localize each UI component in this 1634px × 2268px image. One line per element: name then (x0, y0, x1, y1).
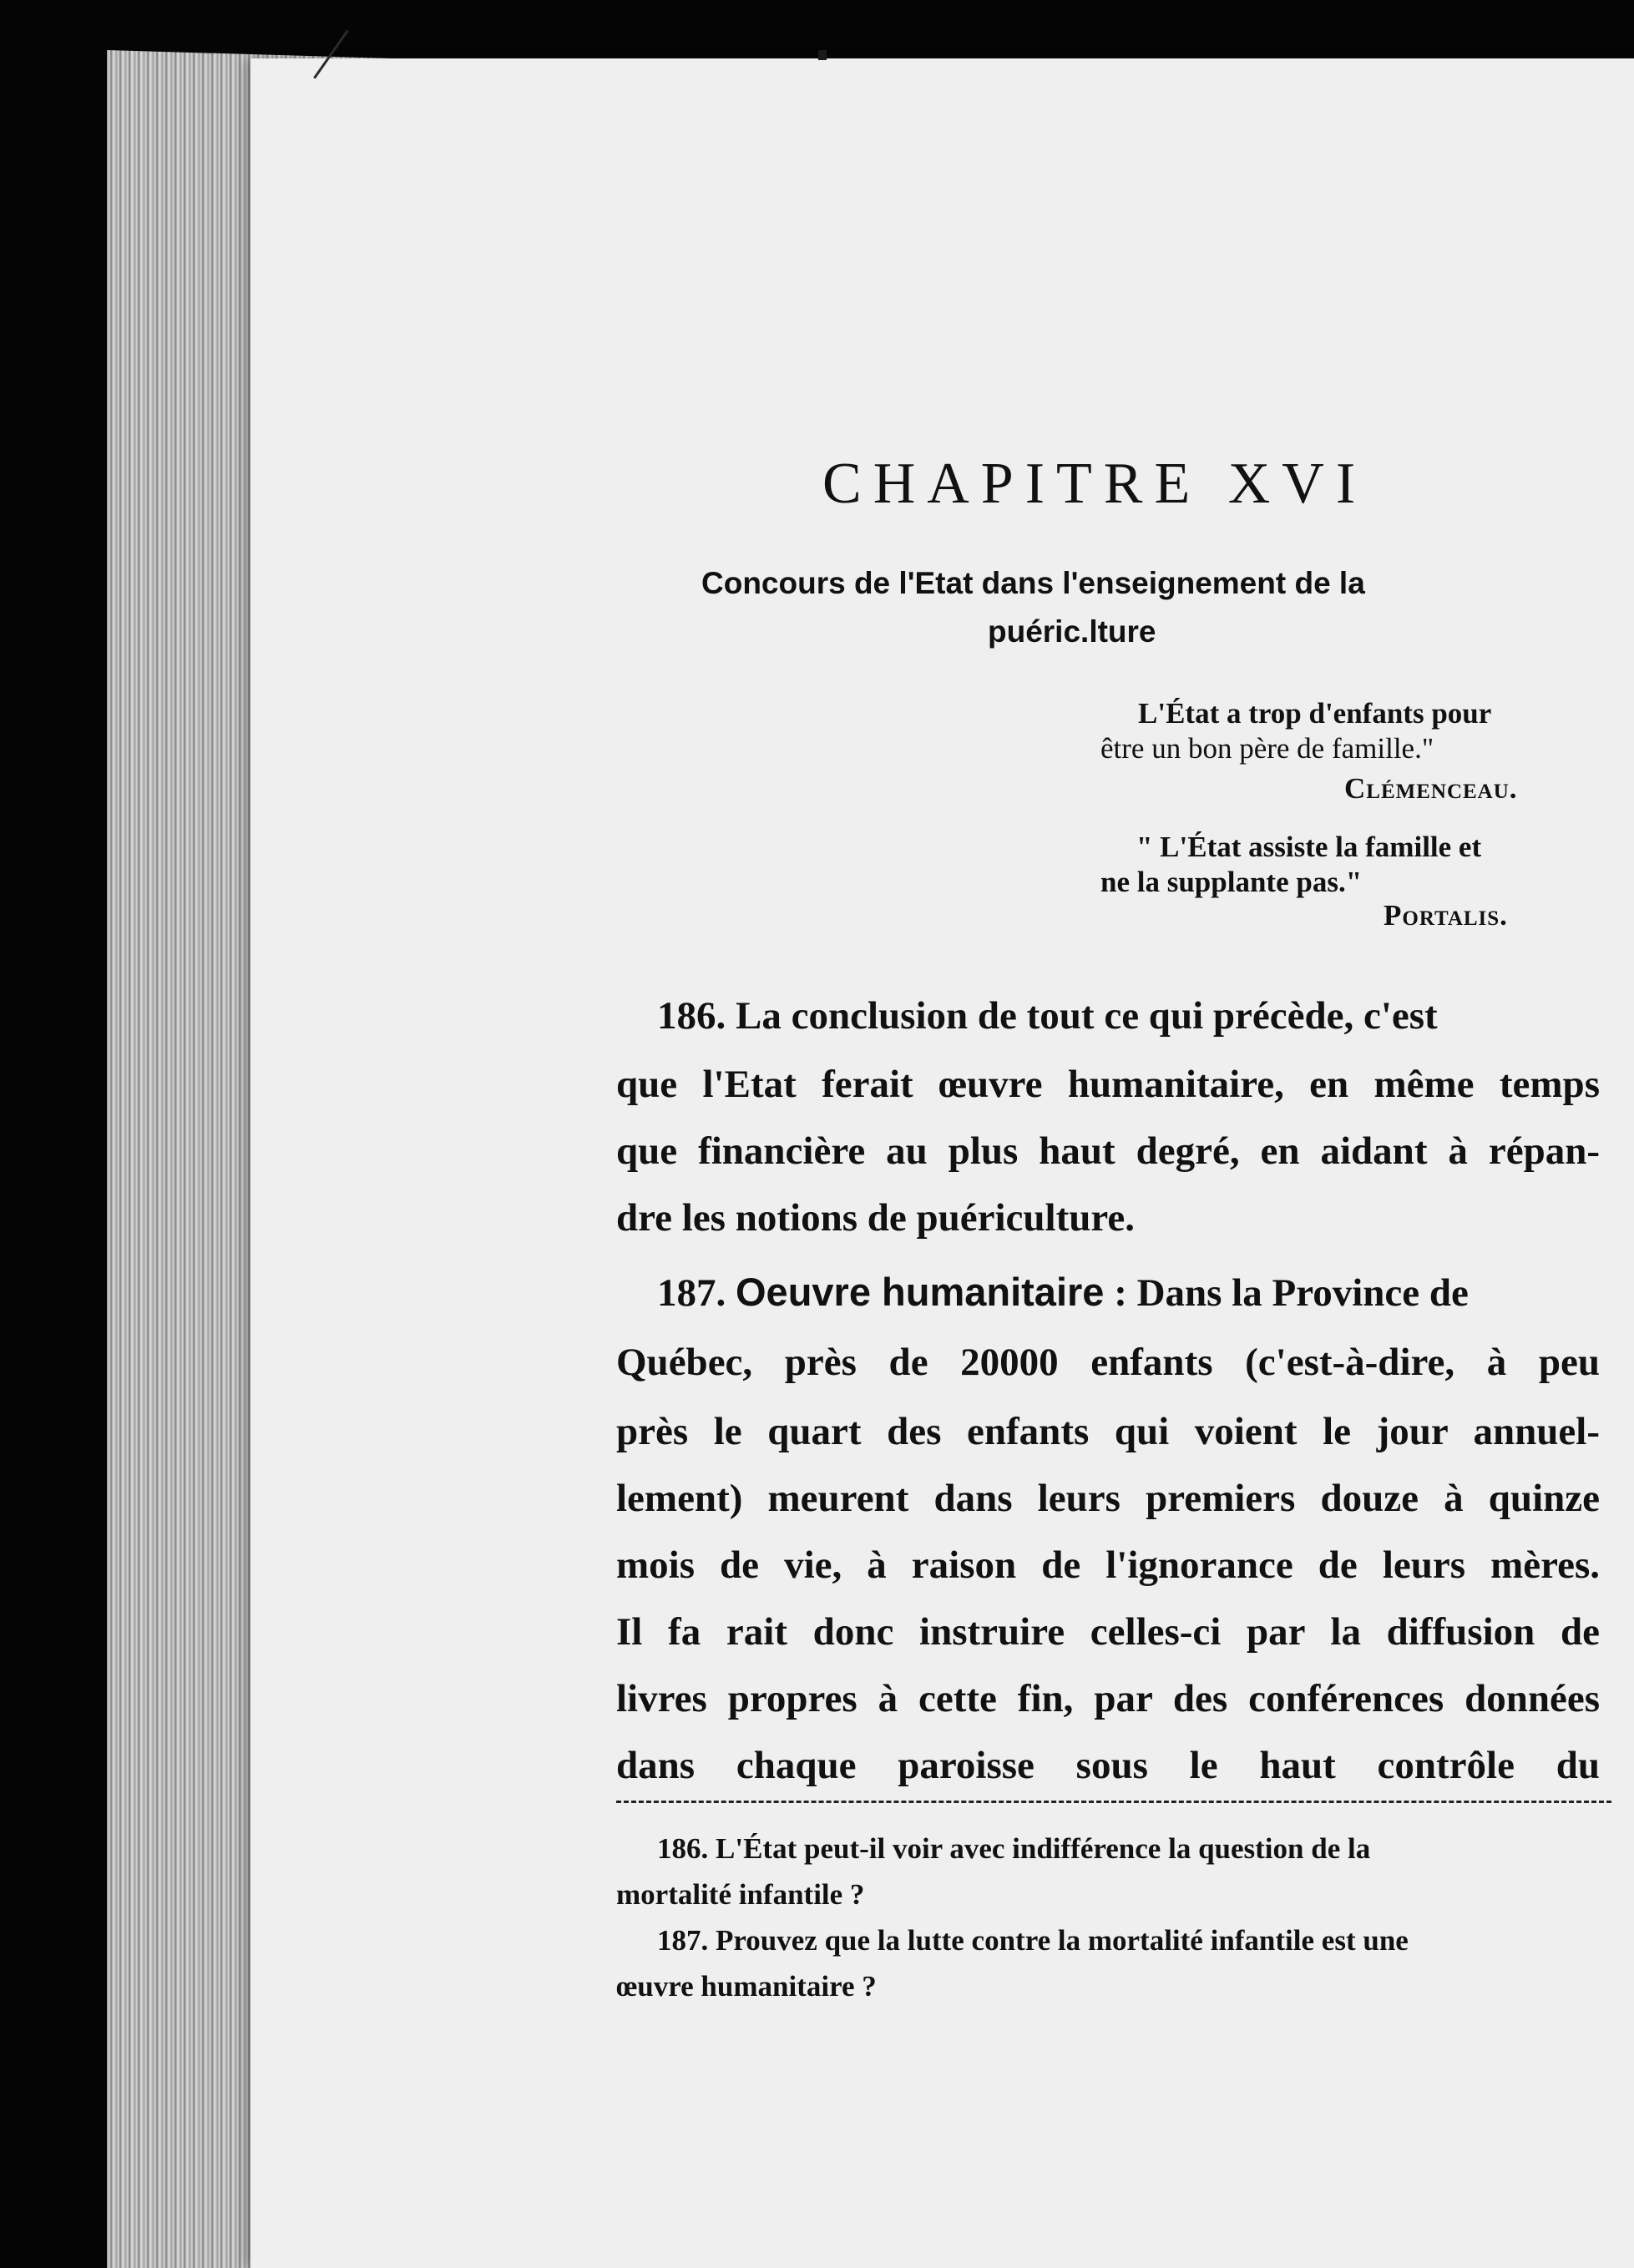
paragraph-number: 187. (657, 1271, 726, 1315)
epigraph-1-author: Clémenceau. (1344, 772, 1518, 805)
epigraph-2-author: Portalis. (1384, 899, 1508, 932)
epigraph-2-line2: ne la supplante pas." (1100, 866, 1363, 898)
paragraph-187-line6: Il fa rait donc instruire celles-ci par la diffusion de (616, 1610, 1600, 1654)
paragraph-187-line5: mois de vie, à raison de l'ignorance de leurs mères. (616, 1543, 1600, 1587)
paragraph-text: La conclusion de tout ce qui précède, c'est (736, 994, 1438, 1038)
paragraph-186-line1 (657, 993, 1600, 1038)
footnote-separator (616, 1801, 1611, 1803)
scratch-mark (818, 50, 827, 60)
paragraph-187-line1 (657, 1269, 1600, 1316)
footnote-186-line1: 186. L'État peut-il voir avec indifférence la question de la (657, 1832, 1371, 1865)
paragraph-186-line3: que financière au plus haut degré, en aidant à répan- (616, 1129, 1600, 1173)
paragraph-187-line2: Québec, près de 20000 enfants (c'est-à-dire, à peu (616, 1341, 1600, 1384)
chapter-subtitle-line1: Concours de l'Etat dans l'enseignement de la (701, 566, 1365, 600)
chapter-title: CHAPITRE XVI (822, 452, 1368, 516)
paragraph-187-line8: dans chaque paroisse sous le haut contrôle du (616, 1744, 1600, 1787)
paragraph-heading: Oeuvre humanitaire (736, 1270, 1105, 1314)
footnote-187-line1: 187. Prouvez que la lutte contre la mortalité infantile est une (657, 1924, 1409, 1957)
paragraph-number: 186. (657, 994, 726, 1038)
paragraph-187-line4: lement) meurent dans leurs premiers douze à quinze (616, 1477, 1600, 1520)
epigraph-2-line1: " L'État assiste la famille et (1136, 831, 1482, 863)
paragraph-187-line3: près le quart des enfants qui voient le jour annuel- (616, 1410, 1600, 1453)
paragraph-text: : Dans la Province de (1114, 1271, 1469, 1315)
paragraph-186-line2: que l'Etat ferait œuvre humanitaire, en même temps (616, 1063, 1600, 1106)
epigraph-1-line2: être un bon père de famille." (1100, 732, 1434, 765)
chapter-subtitle-line2: puéric​.lture (988, 614, 1156, 649)
footnote-186-line2: mortalité infantile ? (616, 1878, 865, 1911)
paragraph-186-line4: dre les notions de puériculture. (616, 1196, 1136, 1240)
paragraph-187-line7: livres propres à cette fin, par des conférences données (616, 1677, 1600, 1720)
footnote-187-line2: œuvre humanitaire ? (616, 1970, 877, 2003)
epigraph-1-line1: L'État a trop d'enfants pour (1138, 697, 1492, 730)
